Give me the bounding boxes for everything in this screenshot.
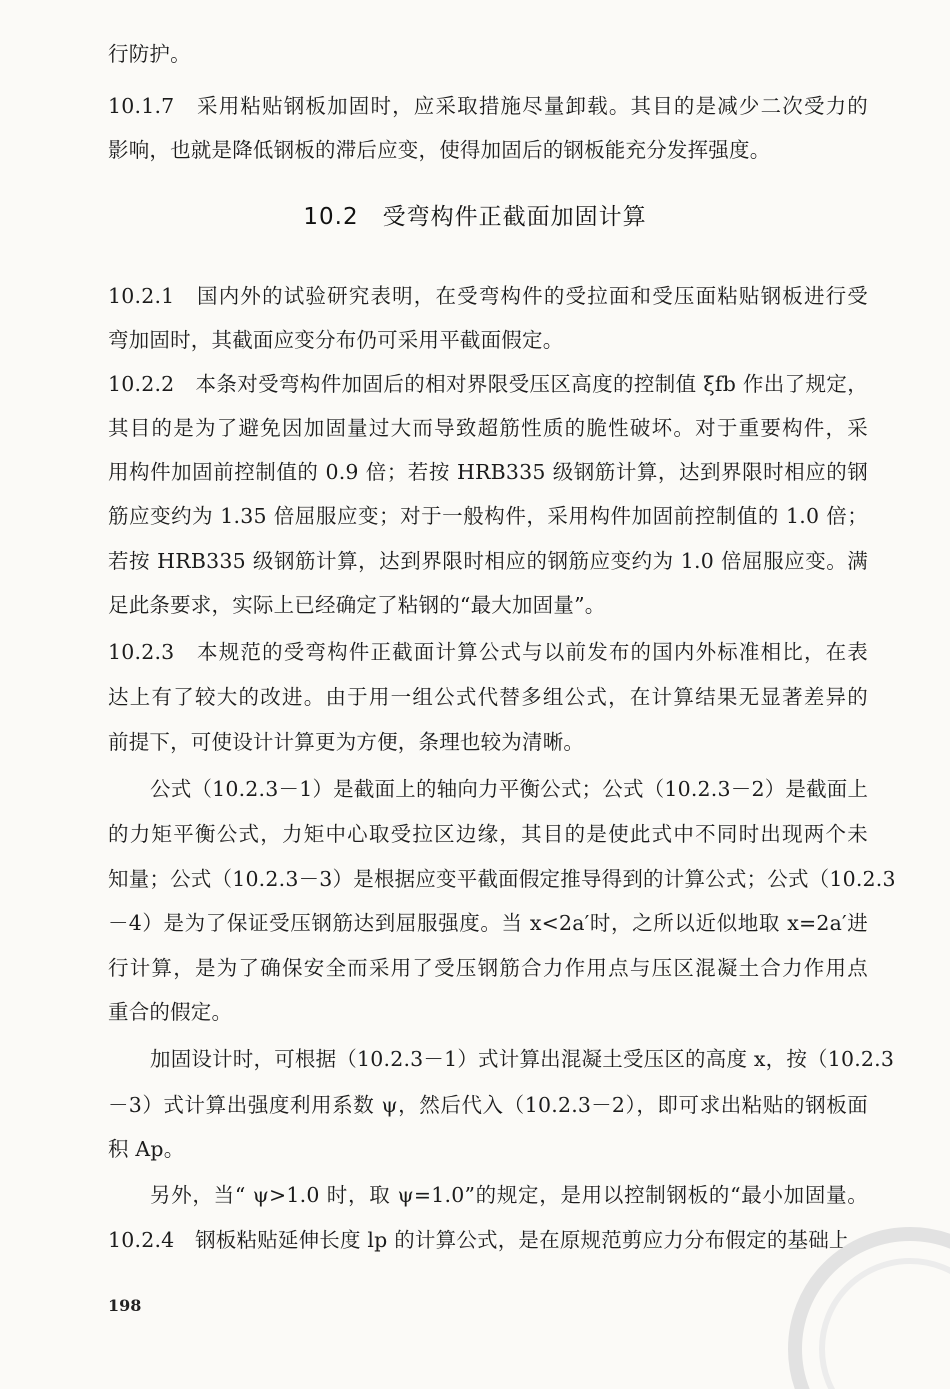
text-line: 10.2.2 本条对受弯构件加固后的相对界限受压区高度的控制值 ξfb 作出了规定， xyxy=(108,372,868,396)
text-line: 10.1.7 采用粘贴钢板加固时，应采取措施尽量卸载。其目的是减少二次受力的 xyxy=(108,94,868,118)
section-number: 10.2 xyxy=(303,204,359,230)
text-line: 筋应变约为 1.35 倍屈服应变；对于一般构件，采用构件加固前控制值的 1.0 倍； xyxy=(108,504,868,528)
text-line: 前提下，可使设计计算更为方便，条理也较为清晰。 xyxy=(108,730,585,754)
text-line: 知量；公式（10.2.3－3）是根据应变平截面假定推导得到的计算公式；公式（10.2.3 xyxy=(108,867,896,891)
text-line: 的力矩平衡公式，力矩中心取受拉区边缘，其目的是使此式中不同时出现两个未 xyxy=(108,822,868,846)
text-line: 行防护。 xyxy=(108,42,191,66)
text-line: 行计算，是为了确保安全而采用了受压钢筋合力作用点与压区混凝土合力作用点 xyxy=(108,956,868,980)
text-line: 用构件加固前控制值的 0.9 倍；若按 HRB335 级钢筋计算，达到界限时相应的钢 xyxy=(108,460,868,484)
text-line: －4）是为了保证受压钢筋达到屈服强度。当 x<2a′时，之所以近似地取 x=2a′进 xyxy=(108,911,868,935)
text-line: 10.2.3 本规范的受弯构件正截面计算公式与以前发布的国内外标准相比，在表 xyxy=(108,640,868,664)
text-line: 重合的假定。 xyxy=(108,1000,233,1024)
text-line: 弯加固时，其截面应变分布仍可采用平截面假定。 xyxy=(108,328,564,352)
text-line: 积 Ap。 xyxy=(108,1137,185,1161)
text-line: 其目的是为了避免因加固量过大而导致超筋性质的脆性破坏。对于重要构件，采 xyxy=(108,416,868,440)
text-line: 若按 HRB335 级钢筋计算，达到界限时相应的钢筋应变约为 1.0 倍屈服应变。满 xyxy=(108,549,868,573)
text-line: －3）式计算出强度利用系数 ψ，然后代入（10.2.3－2），即可求出粘贴的钢板面 xyxy=(108,1093,868,1117)
text-line: 公式（10.2.3－1）是截面上的轴向力平衡公式；公式（10.2.3－2）是截面上 xyxy=(150,777,869,801)
text-line: 足此条要求，实际上已经确定了粘钢的“最大加固量”。 xyxy=(108,593,606,617)
text-line: 加固设计时，可根据（10.2.3－1）式计算出混凝土受压区的高度 x，按（10.2.3 xyxy=(150,1047,895,1071)
text-line: 10.2.1 国内外的试验研究表明，在受弯构件的受拉面和受压面粘贴钢板进行受 xyxy=(108,284,868,308)
text-line: 达上有了较大的改进。由于用一组公式代替多组公式，在计算结果无显著差异的 xyxy=(108,685,868,709)
section-heading xyxy=(0,200,950,234)
page-number: 198 xyxy=(108,1296,142,1315)
text-line: 影响，也就是降低钢板的滞后应变，使得加固后的钢板能充分发挥强度。 xyxy=(108,138,771,162)
section-title: 受弯构件正截面加固计算 xyxy=(382,204,647,230)
text-line: 10.2.4 钢板粘贴延伸长度 lp 的计算公式，是在原规范剪应力分布假定的基础上， xyxy=(108,1228,871,1252)
text-line: 另外，当“ ψ>1.0 时，取 ψ=1.0”的规定，是用以控制钢板的“最小加固量。 xyxy=(150,1183,868,1207)
